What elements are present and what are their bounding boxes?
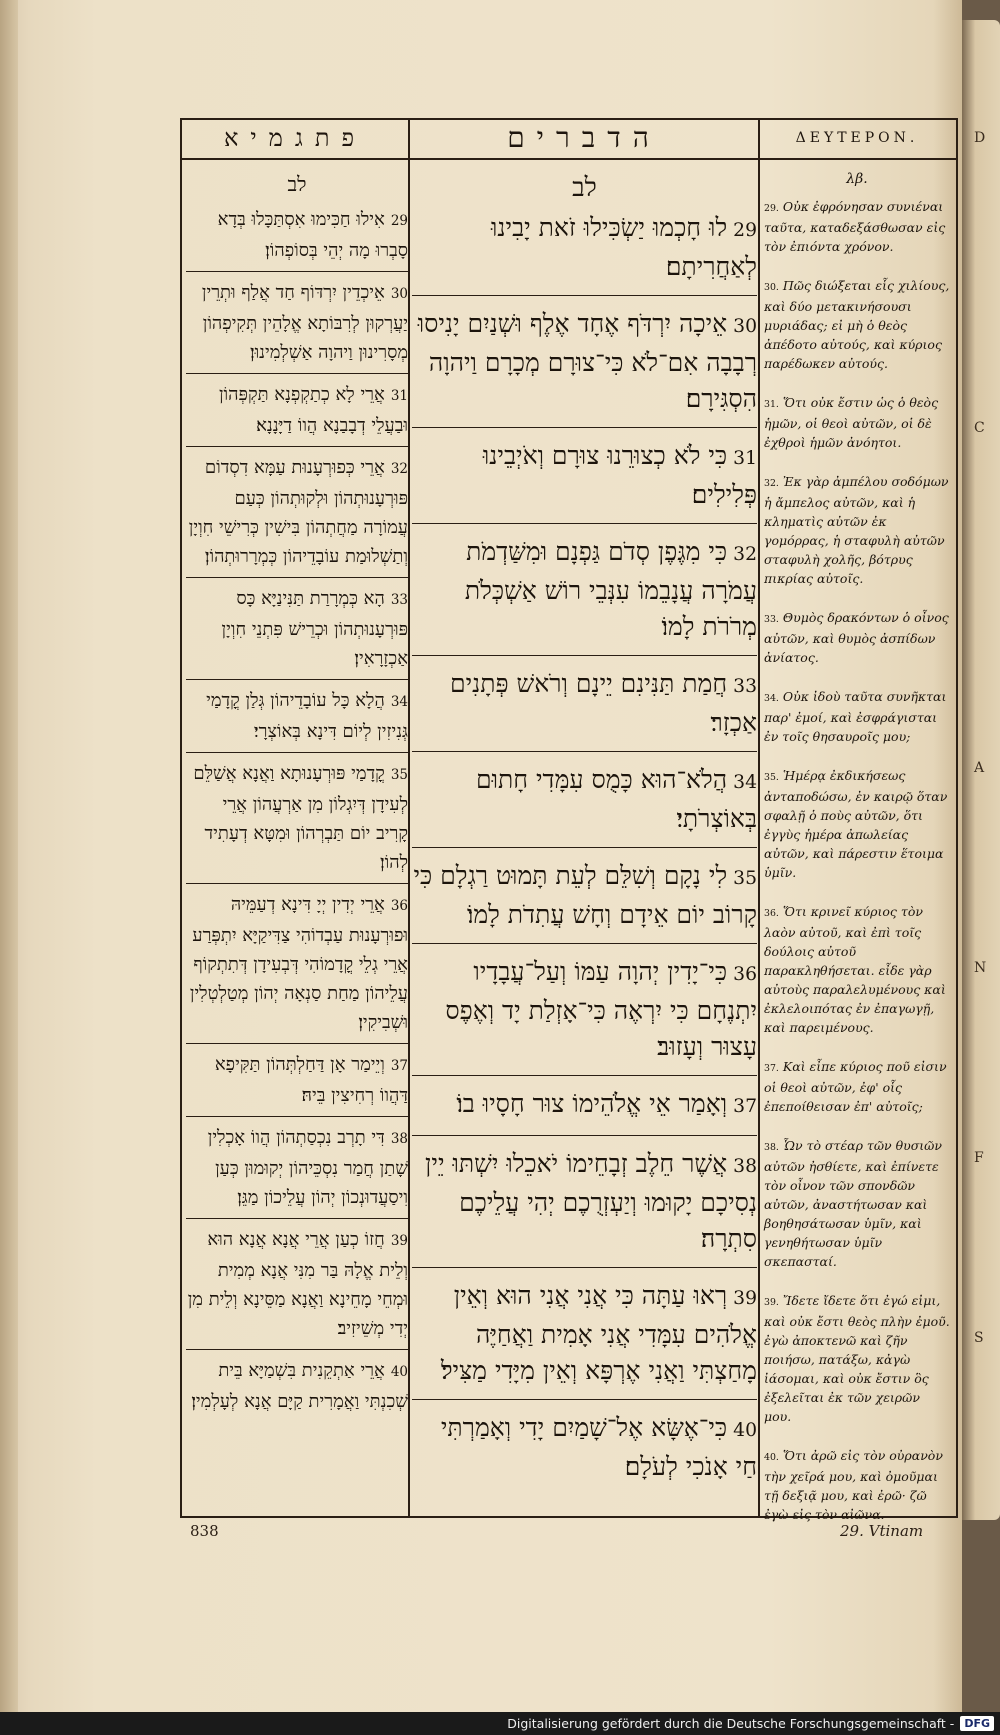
facing-page-letter: S <box>974 1330 984 1346</box>
verse-number: 34 <box>390 694 408 710</box>
verse-number: 33. <box>764 614 779 625</box>
verse-text: Οὐκ ἐφρόνησαν συνιέναι ταῦτα, καταδεξάσθωσαν εἰς τὸν ἐπιόντα χρόνον. <box>764 199 946 254</box>
verse-text: אֲשֶׁר חֵלֶב זְבָחֵימוֹ יֹאכֵלוּ יִשְׁתּוּ יֵין נְסִיכָם יָקוּמוּ וְיַעְזְרֻכֶם יְהִי עֲלֵיכֶם סִתְרָה׃ <box>425 1149 757 1253</box>
verse-text: Ὅτι κρινεῖ κύριος τὸν λαὸν αὐτοῦ, καὶ ἐπὶ τοῖς δούλοις αὐτοῦ παρακληθήσεται. εἶδε γὰρ αὐτοὺς παραλελυμένους καὶ ἐκλελοιπότας ἐν ἐπαγωγῇ, καὶ παρειμένους. <box>764 904 946 1035</box>
verse <box>412 762 757 848</box>
verse-text: Πῶς διώξεται εἷς χιλίους, καὶ δύο μετακινήσουσι μυριάδας; εἰ μὴ ὁ θεὸς ἀπέδοτο αὐτούς, καὶ κύριος παρέδωκεν αὐτούς. <box>764 278 950 371</box>
verse-number: 33 <box>733 676 757 697</box>
verse-number: 39 <box>390 1233 408 1249</box>
verse <box>764 1291 950 1436</box>
verse-text: כִּי לֹא כְצוּרֵנוּ צוּרָם וְאֹיְבֵינוּ פְּלִילִים׃ <box>482 441 757 509</box>
verse-text: Καὶ εἶπε κύριος ποῦ εἰσιν οἱ θεοὶ αὐτῶν, ἐφ' οἷς ἐπεποίθεισαν ἐπ' αὐτοῖς; <box>764 1059 947 1114</box>
verse-text: Θυμὸς δρακόντων ὁ οἶνος αὐτῶν, καὶ θυμὸς ἀσπίδων ἀνίατος. <box>764 610 949 665</box>
verse-number: 31 <box>390 388 408 404</box>
verse-number: 40 <box>733 1420 757 1441</box>
verse <box>186 584 408 680</box>
verse-text: Οὐκ ἰδοὺ ταῦτα συνῆκται παρ' ἐμοί, καὶ ἐσφράγισται ἐν τοῖς θησαυροῖς μου; <box>764 689 947 744</box>
chapter-number: לב <box>287 172 307 196</box>
facing-page-letter: F <box>974 1150 984 1166</box>
verse <box>186 1225 408 1350</box>
column-divider <box>408 118 410 1518</box>
verse-number: 38 <box>390 1131 408 1147</box>
verse-number: 40 <box>390 1364 408 1380</box>
verse <box>764 472 950 598</box>
column-divider <box>758 118 760 1518</box>
verse <box>764 766 950 892</box>
verse <box>412 1146 757 1268</box>
verse <box>186 1356 408 1422</box>
verse-number: 36 <box>733 964 757 985</box>
verse <box>186 278 408 374</box>
verse-number: 31. <box>764 399 779 410</box>
chapter-number: לב <box>572 173 597 203</box>
verse-text: Ὅτι ἀρῶ εἰς τὸν οὐρανὸν τὴν χεῖρά μου, καὶ ὀμοῦμαι τῇ δεξιᾷ μου, καὶ ἐρῶ· ζῶ ἐγὼ εἰς τὸν αἰῶνα. <box>764 1448 943 1522</box>
verse-text: אֲרֵי אַתְקֵנִית בִּשְׁמַיָּא בֵּית שְׁכִנְתִּי וַאֲמָרִית קַיָּם אֲנָא לְעָלְמִין׃ <box>191 1360 408 1412</box>
verse-number: 35. <box>764 772 779 783</box>
verse-number: 39 <box>733 1288 757 1309</box>
verse <box>764 1446 950 1534</box>
verse-text: אֵיכָה יִרְדֹּף אֶחָד אֶלֶף וּשְׁנַיִם יָנִיסוּ רְבָבָה אִם־לֹא כִּי־צוּרָם מְכָרָם וַיהוָה הִסְגִּירָם׃ <box>417 309 757 413</box>
verse-text: Ἴδετε ἴδετε ὅτι ἐγώ εἰμι, καὶ οὐκ ἔστι θεὸς πλὴν ἐμοῦ. ἐγὼ ἀποκτενῶ καὶ ζῆν ποιήσω, πατάξω, κἀγὼ ἰάσομαι, καὶ οὐκ ἔστιν ὃς ἐξελεῖται ἐκ τῶν χειρῶν μου. <box>764 1293 950 1424</box>
banner-text: Digitalisierung gefördert durch die Deutsche Forschungsgemeinschaft - <box>507 1716 955 1731</box>
verse <box>186 1050 408 1117</box>
facing-page-letter: C <box>974 420 985 436</box>
verse <box>764 902 950 1047</box>
verse <box>186 890 408 1044</box>
verse <box>412 1410 757 1495</box>
verse-text: אִילוּ חַכִּימוּ אִסְתַּכָּלוּ בְּדָא סָבְרוּ מָה יְהֵי בְּסוֹפְהוֹן׃ <box>217 209 408 261</box>
verse-text: כִּי־יָדִין יְהוָה עַמּוֹ וְעַל־עֲבָדָיו יִתְנֶחָם כִּי יִרְאֶה כִּי־אָזְלַת יָד וְאֶפֶס עָצוּר וְעָזוּב׃ <box>445 957 757 1061</box>
verse-text: אֲרֵי כְּפוּרְעָנוּת עַמָּא דִסְדוֹם פּוּרְעָנוּתְהוֹן וּלְקוּתְהוֹן כְּעַם עֲמוֹרָה מַחֲתְהוֹן בִּישִׁין כְּרִישֵׁי חִוְיָן וְתַשְׁלוּמַת עוֹבָדֵיהוֹן כְּמְרָרוּתְהוֹן׃ <box>188 457 408 567</box>
verse-number: 36. <box>764 908 779 919</box>
verse <box>412 858 757 944</box>
verse <box>764 276 950 383</box>
verse <box>186 686 408 753</box>
verse <box>186 205 408 272</box>
verse-number: 32 <box>733 544 757 565</box>
verse-number: 29 <box>733 220 757 241</box>
verse-text: הֲלָא כָּל עוֹבָדֵיהוֹן גְּלַן קֳדָמַי גְּנִיזִין לְיוֹם דִּינָא בְּאוֹצְרָי׃ <box>206 690 408 742</box>
aramaic-column-title: פתגמיא <box>223 123 367 152</box>
verse-text: Ἐκ γὰρ ἀμπέλου σοδόμων ἡ ἄμπελος αὐτῶν, καὶ ἡ κληματὶς αὐτῶν ἐκ γομόρρας, ἡ σταφυλὴ αὐτῶν σταφυλὴ χολῆς, βότρυς πικρίας αὐτοῖς. <box>764 474 949 586</box>
facing-page-letter: N <box>974 960 987 976</box>
verse-text: אֵיכְדֵין יִרְדּוֹף חַד אֲלַף וּתְרֵין יַעֲרְקוּן לְרִבּוֹתָא אֱלָהֵין תְּקִיפְהוֹן מְסָרִינוּן וַיהוָה אַשְׁלְמִינוּן׃ <box>201 282 408 363</box>
verse <box>764 1136 950 1281</box>
verse-text: כִּי מִגֶּפֶן סְדֹם גַּפְנָם וּמִשַּׁדְמֹת עֲמֹרָה עֲנָבֵמוֹ עִנְּבֵי רוֹשׁ אַשְׁכְּלֹת מְרֹרֹת לָמוֹ׃ <box>464 537 757 641</box>
verse <box>412 1278 757 1400</box>
verse-number: 40. <box>764 1452 779 1463</box>
verse <box>186 453 408 578</box>
verse-number: 37 <box>733 1096 757 1117</box>
verse-number: 38 <box>733 1156 757 1177</box>
header-rule <box>180 158 956 160</box>
facing-page-letter: A <box>974 760 985 776</box>
verse-text: וְיֵימַר אָן דַּחַלְתְּהוֹן תַּקִּיפָא דַּהֲווֹ רְחִיצִין בֵּיהּ׃ <box>214 1054 408 1106</box>
verse-text: רְאוּ עַתָּה כִּי אֲנִי אֲנִי הוּא וְאֵין אֱלֹהִים עִמָּדִי אֲנִי אָמִית וַאֲחַיֶּה מָחַצְתִּי וַאֲנִי אֶרְפָּא וְאֵין מִיָּדִי מַצִּיל׃ <box>440 1281 757 1385</box>
digitization-banner <box>0 1712 1000 1735</box>
verse-text: הֲלֹא־הוּא כָּמֻס עִמָּדִי חָתוּם בְּאוֹצְרֹתָי׃ <box>476 765 757 833</box>
verse <box>412 210 757 296</box>
chapter-number: λβ. <box>846 171 868 187</box>
verse-number: 32. <box>764 478 779 489</box>
verse-number: 36 <box>390 898 408 914</box>
verse-text: Ὅτι οὐκ ἔστιν ὡς ὁ θεὸς ἡμῶν, οἱ θεοὶ αὐτῶν, οἱ δὲ ἐχθροὶ ἡμῶν ἀνόητοι. <box>764 395 939 450</box>
verse <box>186 759 408 884</box>
verse-number: 37 <box>390 1058 408 1074</box>
verse-text: כִּי־אֶשָּׂא אֶל־שָׁמַיִם יָדִי וְאָמַרְתִּי חַי אָנֹכִי לְעֹלָם׃ <box>440 1413 757 1481</box>
hebrew-column <box>412 170 757 1505</box>
greek-column-title: ΔΕΥΤΕΡΟΝ. <box>795 130 919 146</box>
verse-text: לִי נָקָם וְשִׁלֵּם לְעֵת תָּמוּט רַגְלָם כִּי קָרוֹב יוֹם אֵידָם וְחָשׁ עֲתִדֹת לָמוֹ׃ <box>413 861 757 929</box>
greek-column <box>764 170 950 1544</box>
verse-number: 30 <box>733 316 757 337</box>
verse-text: קֳדָמַי פּוּרְעָנוּתָא וַאֲנָא אֲשַׁלֵּם לְעִידָן דְּיִגְלוֹן מִן אַרְעֲהוֹן אֲרֵי קָרִיב יוֹם תַּבְרְהוֹן וּמִטָּא דְעָתִיד לְהוֹן׃ <box>193 763 408 873</box>
verse-number: 38. <box>764 1142 779 1153</box>
verse-text: חֲמַת תַּנִּינִם יֵינָם וְרֹאשׁ פְּתָנִים אַכְזָר׃ <box>449 669 757 737</box>
verse <box>412 666 757 752</box>
verse <box>186 1123 408 1219</box>
verse-number: 39. <box>764 1297 779 1308</box>
hebrew-column-title: הדברים <box>507 121 661 154</box>
verse-number: 34 <box>733 772 757 793</box>
verse-text: חֲזוֹ כְעַן אֲרֵי אֲנָא אֲנָא הוּא וְלֵית אֱלָהּ בַּר מִנִּי אֲנָא מְמִית וּמְחֵי מָחֵינָא וַאֲנָא מַסֵּינָא וְלֵית מִן יְדִי מְשֵׁיזִיב׃ <box>187 1229 408 1339</box>
facing-page-letter: D <box>974 130 986 146</box>
verse-text: וְאָמַר אֵי אֱלֹהֵימוֹ צוּר חָסָיוּ בוֹ׃ <box>456 1089 728 1118</box>
verse-text: Ἡμέρᾳ ἐκδικήσεως ἀνταποδώσω, ἐν καιρῷ ὅταν σφαλῇ ὁ ποὺς αὐτῶν, ὅτι ἐγγὺς ἡμέρα ἀπωλείας αὐτῶν, καὶ πάρεστιν ἕτοιμα ὑμῖν. <box>764 768 948 880</box>
verse-number: 35 <box>733 868 757 889</box>
verse-number: 31 <box>733 448 757 469</box>
verse-number: 33 <box>390 592 408 608</box>
verse-number: 32 <box>390 461 408 477</box>
verse <box>764 687 950 756</box>
verse-number: 29 <box>390 213 408 229</box>
verse <box>412 534 757 656</box>
verse-text: הָא כְּמְרָרַת תַּנִּינַיָּא כָּס פּוּרְעָנוּתְהוֹן וּכְרֵישׁ פִּתְנֵי חִוְיָן אַכְזָרָאִין׃ <box>221 588 408 669</box>
verse <box>764 393 950 462</box>
verse-text: Ὧν τὸ στέαρ τῶν θυσιῶν αὐτῶν ἠσθίετε, καὶ ἐπίνετε τὸν οἶνον τῶν σπονδῶν αὐτῶν, ἀναστήτωσαν καὶ βοηθησάτωσαν ὑμῖν, καὶ γενηθήτωσαν ὑμῖν σκεπασταί. <box>764 1138 942 1269</box>
verse <box>186 380 408 447</box>
verse <box>412 954 757 1076</box>
aramaic-column <box>186 170 408 1428</box>
verse <box>764 608 950 677</box>
verse-text: אֲרֵי יְדִין יְיָ דִּינָא דְעַמֵּיהּ וּפוּרְעָנוּת עַבְדוֹהִי צַדִּיקַיָּא יִתְפְּרַע אֲרֵי גְלֵי קֳדָמוֹהִי דְּבְעִידָן דְּתִתְקוֹף עֲלֵיהוֹן מַחַת סַנְאָה יְהוֹן מְטַלְטְלִין וּשְׁבִיקִין׃ <box>189 894 408 1033</box>
verse <box>412 438 757 524</box>
verse-number: 37. <box>764 1063 779 1074</box>
verse-number: 35 <box>390 767 408 783</box>
verse-number: 30 <box>390 286 408 302</box>
verse-number: 34. <box>764 693 779 704</box>
verse-number: 30. <box>764 282 779 293</box>
verse <box>764 1057 950 1126</box>
verse-text: לוּ חָכְמוּ יַשְׂכִּילוּ זֹאת יָבִינוּ לְאַחֲרִיתָם׃ <box>491 213 757 281</box>
page-number: 838 <box>190 1522 219 1540</box>
verse <box>412 306 757 428</box>
page-gutter <box>0 0 18 1735</box>
verse-text: דִּי תָרְב נִכְסַתְהוֹן הֲווֹ אָכְלִין שָׁתַן חֲמַר נִסְכֵּיהוֹן יְקוּמוּן כְּעַן וִיסַעֲדוּנְכוֹן יְהוֹן עֲלֵיכוֹן מַגֵּן׃ <box>207 1127 408 1208</box>
verse <box>764 197 950 266</box>
verse-number: 29. <box>764 203 779 214</box>
verse-text: אֲרֵי לָא כְתַקְפְנָא תַּקְפְּהוֹן וּבַעֲלֵי דְבָבַנָא הֲווֹ דַיָּנָנָא׃ <box>218 384 408 436</box>
catchword: 29. Vtinam <box>840 1522 924 1540</box>
verse <box>412 1086 757 1136</box>
dfg-logo-icon: DFG <box>960 1716 994 1731</box>
